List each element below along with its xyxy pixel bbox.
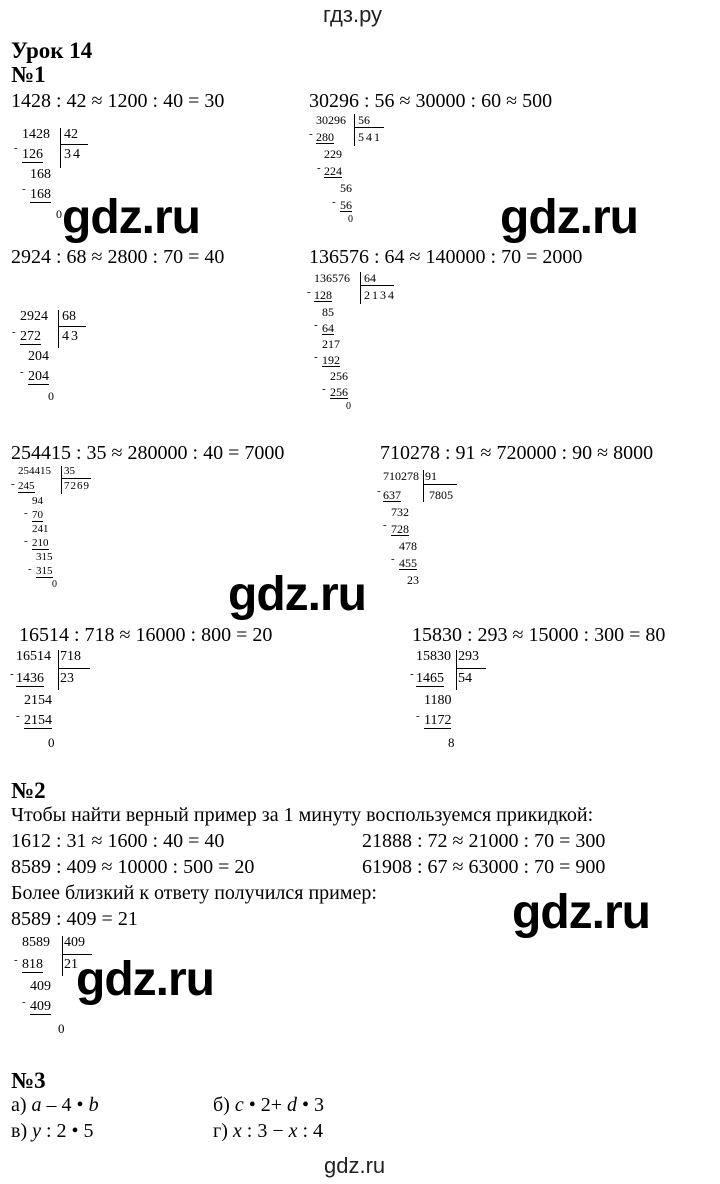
item-expr bbox=[32, 1094, 99, 1116]
step: 229 bbox=[324, 147, 342, 161]
quotient: 2134 bbox=[364, 288, 396, 302]
step: 204 bbox=[28, 369, 49, 384]
long-division-8: 15830 293 54 - 1465 1180 - 1172 8 bbox=[414, 650, 514, 750]
watermark: gdz.ru bbox=[62, 191, 200, 244]
long-division-1: 1428 42 34 - 126 168 - 168 0 bbox=[18, 128, 108, 228]
site-header[interactable]: гдз.ру bbox=[323, 2, 383, 27]
step: 0 bbox=[58, 1021, 65, 1036]
step: 168 bbox=[30, 187, 51, 202]
dividend: 1428 bbox=[22, 127, 50, 142]
variable: y bbox=[32, 1120, 41, 1142]
step: 315 bbox=[36, 565, 53, 577]
quotient: 54 bbox=[458, 671, 472, 686]
quotient: 23 bbox=[60, 671, 74, 686]
step: 256 bbox=[330, 385, 348, 399]
operator-text: • 3 bbox=[297, 1094, 325, 1116]
task1-eq-4: 136576 : 64 ≈ 140000 : 70 = 2000 bbox=[309, 246, 583, 268]
item-letter: г) bbox=[213, 1120, 228, 1142]
step: 315 bbox=[36, 551, 53, 563]
step: 64 bbox=[322, 321, 334, 335]
operator-text: : 3 − bbox=[241, 1120, 289, 1142]
divisor: 91 bbox=[425, 469, 437, 483]
operator-text: • 2+ bbox=[243, 1094, 288, 1116]
task2-estimate-2: 21888 : 72 ≈ 21000 : 70 = 300 bbox=[362, 830, 606, 852]
quotient: 7269 bbox=[64, 480, 90, 492]
step: 409 bbox=[30, 979, 51, 994]
long-division-4: 136576 64 2134 - 128 85 - 64 217 - 192 256 - 256 0 bbox=[307, 271, 396, 412]
long-division-5: 254415 35 7269 - 245 94 - 70 241 - 210 315 - 315 0 bbox=[11, 465, 90, 590]
task2-answer: 8589 : 409 = 21 bbox=[11, 908, 138, 930]
task3-item-v bbox=[11, 1120, 94, 1143]
task2-intro: Чтобы найти верный пример за 1 минуту воспользуемся прикидкой: bbox=[11, 804, 594, 826]
task3-item-g bbox=[213, 1120, 323, 1143]
step: 245 bbox=[18, 480, 35, 492]
lesson-title: Урок 14 bbox=[11, 38, 93, 63]
variable: x bbox=[288, 1120, 298, 1142]
step: 1172 bbox=[424, 713, 452, 728]
divisor: 64 bbox=[364, 271, 376, 285]
step: 0 bbox=[56, 207, 62, 221]
long-division-3: 2924 68 43 - 272 204 - 204 0 bbox=[18, 310, 108, 410]
long-division-6: 710278 91 7805 - 637 732 - 728 478 - 455 23 bbox=[383, 470, 483, 600]
variable: c bbox=[234, 1094, 244, 1116]
task3-item-a bbox=[11, 1094, 99, 1117]
dividend: 2924 bbox=[20, 309, 48, 324]
divisor: 718 bbox=[60, 649, 81, 664]
step: 56 bbox=[340, 198, 352, 212]
item-expr bbox=[32, 1120, 93, 1142]
long-division-task2: 8589 409 21 - 818 409 - 409 0 bbox=[20, 936, 110, 1036]
task2-conclusion: Более близкий к ответу получился пример: bbox=[11, 882, 377, 904]
step: 8 bbox=[448, 735, 455, 750]
task1-label: №1 bbox=[11, 62, 46, 87]
step: 0 bbox=[346, 401, 351, 412]
step: 70 bbox=[32, 509, 43, 521]
divisor: 409 bbox=[64, 935, 85, 950]
step: 455 bbox=[399, 556, 417, 570]
item-letter: а) bbox=[11, 1094, 27, 1116]
step: 1465 bbox=[416, 671, 444, 686]
variable: b bbox=[88, 1094, 99, 1116]
step: 280 bbox=[316, 130, 334, 144]
step: 478 bbox=[399, 539, 417, 553]
item-expr bbox=[235, 1094, 324, 1116]
step: 204 bbox=[28, 349, 49, 364]
quotient: 21 bbox=[64, 957, 78, 972]
watermark: gdz.ru bbox=[512, 886, 650, 939]
operator-text: : 2 • 5 bbox=[41, 1120, 94, 1142]
item-expr bbox=[233, 1120, 323, 1142]
quotient: 541 bbox=[358, 130, 382, 144]
variable: d bbox=[287, 1094, 298, 1116]
task1-eq-8: 15830 : 293 ≈ 15000 : 300 = 80 bbox=[412, 624, 666, 646]
task1-eq-5: 254415 : 35 ≈ 280000 : 40 = 7000 bbox=[11, 442, 285, 464]
watermark: gdz.ru bbox=[228, 568, 366, 621]
long-division-7: 16514 718 23 - 1436 2154 - 2154 0 bbox=[16, 650, 116, 750]
variable: x bbox=[232, 1120, 242, 1142]
dividend: 8589 bbox=[22, 935, 50, 950]
dividend: 136576 bbox=[314, 271, 350, 285]
divisor: 68 bbox=[62, 309, 76, 324]
task2-estimate-1: 1612 : 31 ≈ 1600 : 40 = 40 bbox=[11, 830, 225, 852]
dividend: 710278 bbox=[383, 469, 419, 483]
step: 224 bbox=[324, 164, 342, 178]
quotient: 34 bbox=[64, 147, 82, 162]
operator-text: – 4 • bbox=[41, 1094, 89, 1116]
dividend: 254415 bbox=[18, 465, 51, 477]
step: 168 bbox=[30, 167, 51, 182]
task2-label: №2 bbox=[11, 778, 46, 803]
step: 2154 bbox=[24, 693, 52, 708]
step: 409 bbox=[30, 999, 51, 1014]
divisor: 293 bbox=[458, 649, 479, 664]
step: 126 bbox=[22, 147, 43, 162]
step: 0 bbox=[52, 579, 57, 590]
step: 1180 bbox=[424, 693, 452, 708]
step: 1436 bbox=[16, 671, 44, 686]
task1-eq-6: 710278 : 91 ≈ 720000 : 90 ≈ 8000 bbox=[380, 442, 654, 464]
task1-eq-3: 2924 : 68 ≈ 2800 : 70 = 40 bbox=[11, 246, 225, 268]
step: 128 bbox=[314, 288, 332, 302]
task3-item-b bbox=[213, 1094, 324, 1117]
step: 0 bbox=[48, 735, 55, 750]
step: 272 bbox=[20, 329, 41, 344]
watermark: gdz.ru bbox=[500, 191, 638, 244]
divisor: 56 bbox=[358, 113, 370, 127]
operator-text: : 4 bbox=[297, 1120, 324, 1142]
step: 85 bbox=[322, 305, 334, 319]
step: 23 bbox=[407, 573, 419, 587]
task3-label: №3 bbox=[11, 1068, 46, 1093]
step: 728 bbox=[391, 522, 409, 536]
item-letter: б) bbox=[213, 1094, 230, 1116]
task1-eq-2: 30296 : 56 ≈ 30000 : 60 ≈ 500 bbox=[309, 90, 553, 112]
long-division-2: 30296 56 541 - 280 229 - 224 56 - 56 0 bbox=[309, 113, 382, 225]
quotient: 43 bbox=[62, 329, 80, 344]
step: 56 bbox=[340, 181, 352, 195]
step: 0 bbox=[48, 389, 54, 403]
step: 256 bbox=[330, 369, 348, 383]
dividend: 15830 bbox=[416, 649, 451, 664]
step: 217 bbox=[322, 337, 340, 351]
dividend: 16514 bbox=[16, 649, 51, 664]
step: 2154 bbox=[24, 713, 52, 728]
step: 818 bbox=[22, 957, 43, 972]
quotient: 7805 bbox=[429, 488, 453, 502]
divisor: 42 bbox=[64, 127, 78, 142]
divisor: 35 bbox=[64, 465, 75, 477]
task2-estimate-4: 61908 : 67 ≈ 63000 : 70 = 900 bbox=[362, 856, 606, 878]
site-footer[interactable]: gdz.ru bbox=[324, 1153, 386, 1178]
step: 0 bbox=[348, 214, 353, 225]
watermark: gdz.ru bbox=[76, 953, 214, 1006]
variable: a bbox=[31, 1094, 42, 1116]
step: 241 bbox=[32, 523, 49, 535]
item-letter: в) bbox=[11, 1120, 28, 1142]
step: 94 bbox=[32, 495, 43, 507]
task1-eq-7: 16514 : 718 ≈ 16000 : 800 = 20 bbox=[19, 624, 273, 646]
dividend: 30296 bbox=[316, 113, 346, 127]
step: 732 bbox=[391, 505, 409, 519]
task2-estimate-3: 8589 : 409 ≈ 10000 : 500 = 20 bbox=[11, 856, 255, 878]
step: 210 bbox=[32, 537, 49, 549]
task1-eq-1: 1428 : 42 ≈ 1200 : 40 = 30 bbox=[11, 90, 225, 112]
step: 192 bbox=[322, 353, 340, 367]
step: 637 bbox=[383, 488, 401, 502]
